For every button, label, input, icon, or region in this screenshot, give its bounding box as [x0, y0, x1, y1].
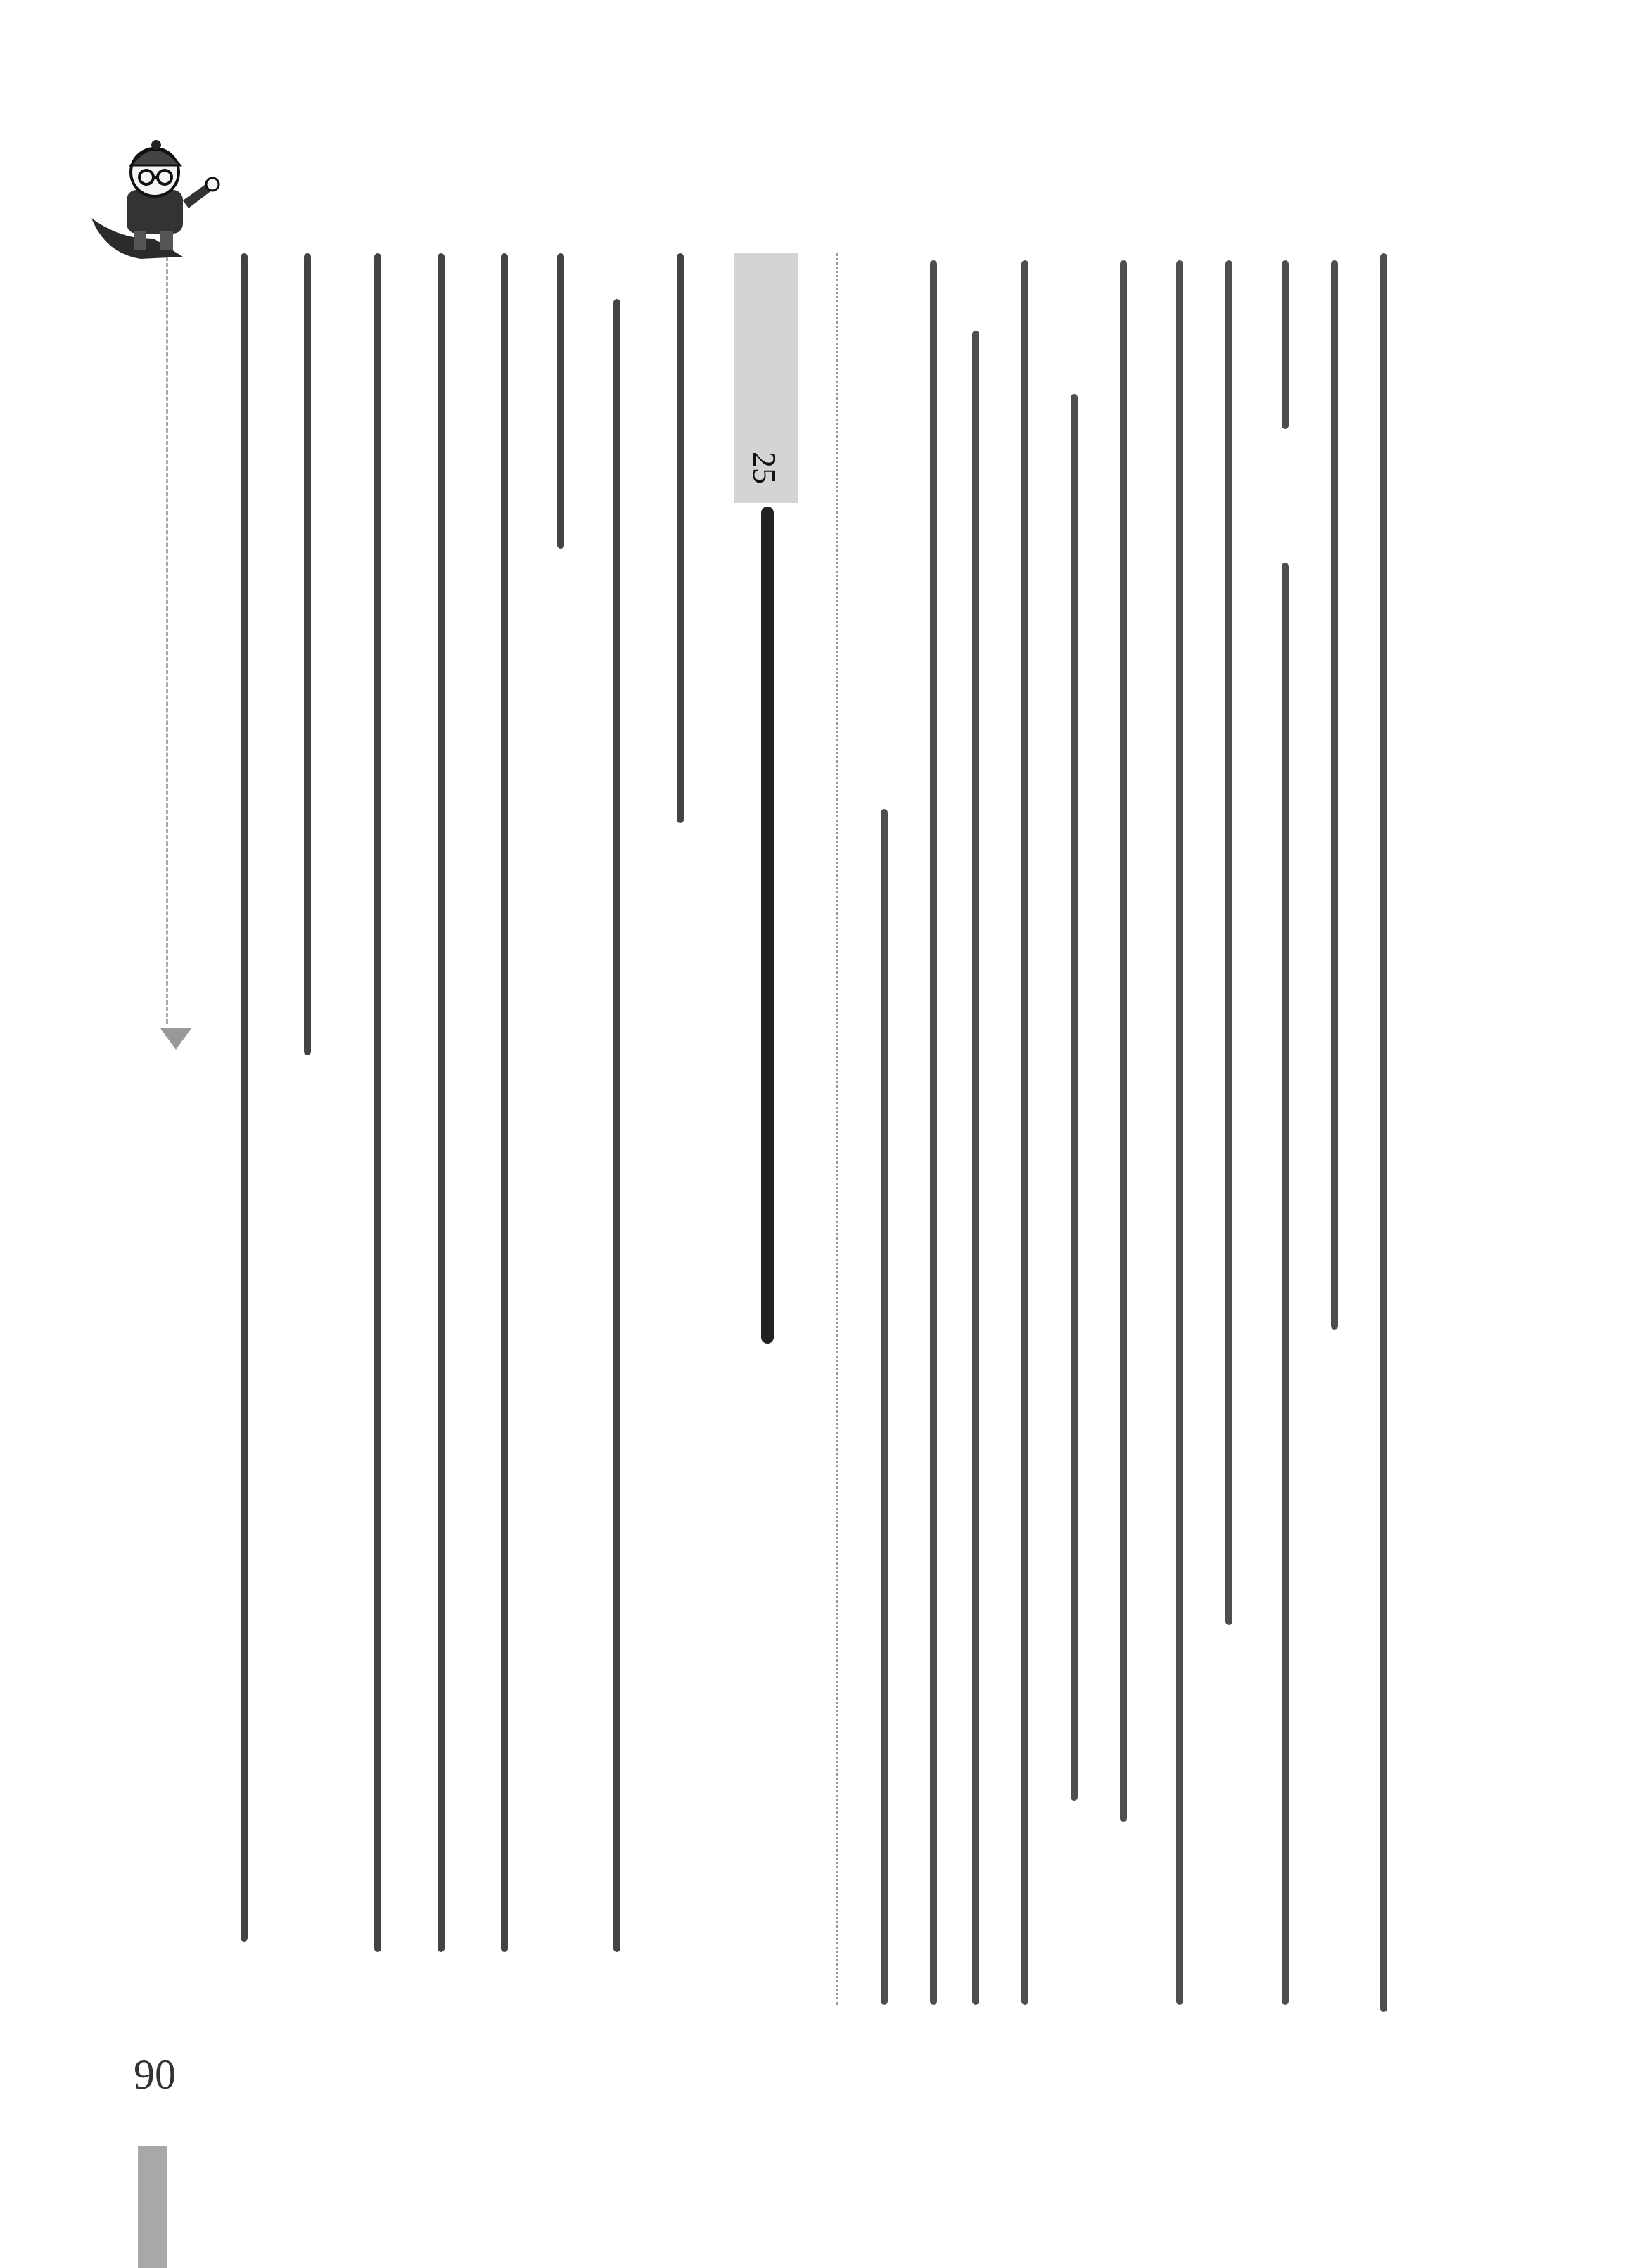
section-number: 25 — [746, 452, 782, 484]
cartoon-child-mascot-icon — [77, 134, 225, 267]
text-line-decoration — [1282, 563, 1289, 2005]
text-line-decoration — [241, 253, 248, 1942]
triangle-marker-icon — [160, 1028, 191, 1050]
page-edge-tab — [138, 2146, 167, 2268]
text-line-decoration — [1380, 253, 1387, 2012]
running-head — [121, 253, 152, 1020]
text-line-decoration — [304, 253, 311, 1055]
text-line-decoration — [374, 253, 381, 1952]
section-divider — [836, 253, 838, 2005]
text-line-decoration — [1176, 260, 1183, 2005]
text-line-decoration — [972, 331, 979, 2005]
text-line-decoration — [1071, 394, 1078, 1801]
text-line-decoration — [1021, 260, 1028, 2005]
text-line-decoration — [930, 260, 937, 2005]
text-line-decoration — [613, 299, 620, 1952]
text-line-decoration — [1120, 260, 1127, 1822]
text-line-decoration — [881, 809, 888, 2005]
text-line-decoration — [1282, 260, 1289, 429]
text-line-decoration — [677, 253, 684, 823]
text-line-decoration — [1331, 260, 1338, 1330]
text-line-decoration — [501, 253, 508, 1952]
text-line-decoration — [438, 253, 445, 1952]
text-line-decoration — [1225, 260, 1232, 1625]
page-number: 90 — [134, 2051, 176, 2098]
section-title-decoration — [761, 507, 774, 1344]
running-head-rule — [166, 257, 168, 1024]
text-line-decoration — [557, 253, 564, 549]
